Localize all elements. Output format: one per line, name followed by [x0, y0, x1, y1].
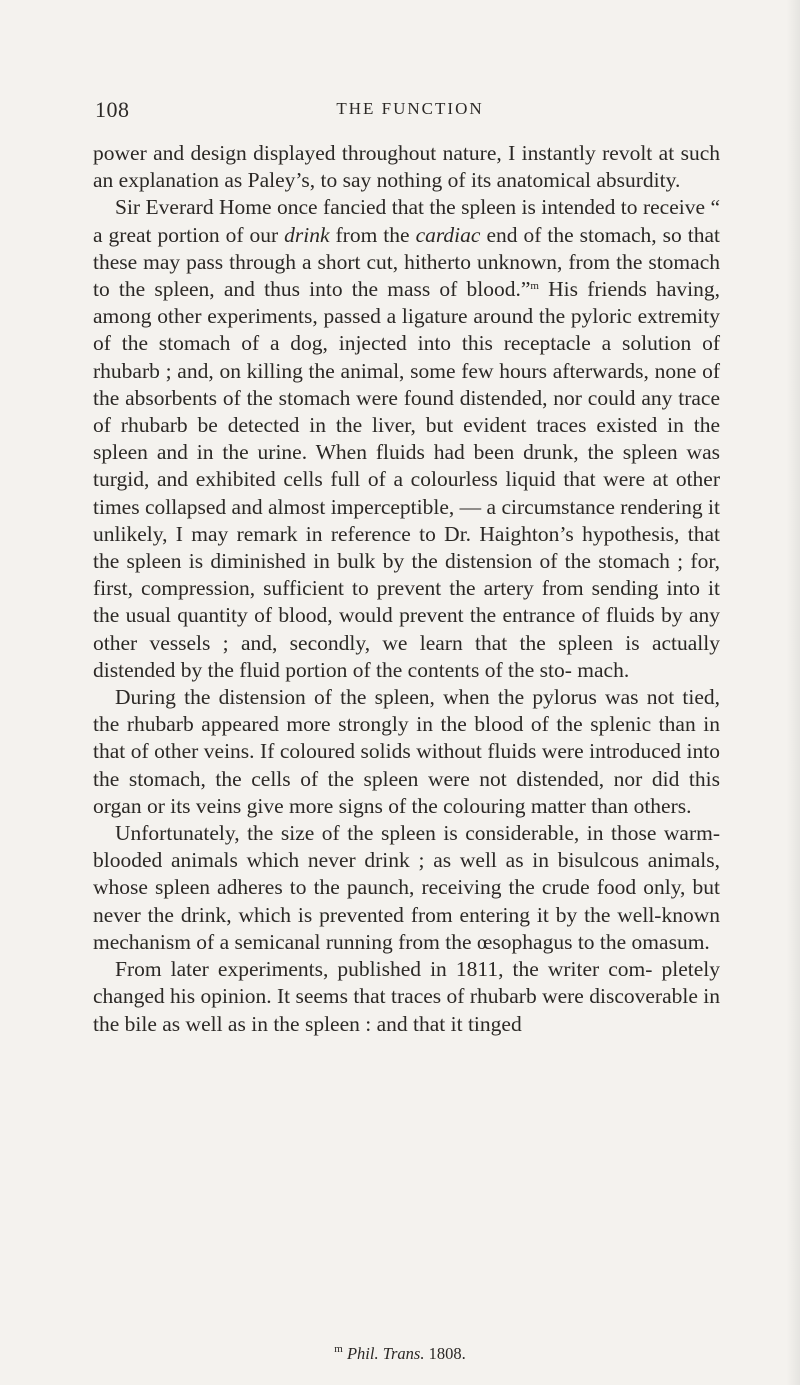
text-run: During the distension of the spleen, when the pylorus was not tied, the rhubarb appeared more strongly in the blood of the splenic than in that of other veins. If coloured solids without fluids were introduced into the stomach, the cells of the spleen were not distended, nor did this organ or its veins give more signs of the colouring matter than others.: [93, 685, 720, 818]
paragraph: [93, 820, 720, 956]
paragraph: [93, 684, 720, 820]
footnote-year: 1808.: [428, 1344, 466, 1363]
italic-text: drink: [284, 222, 330, 247]
paragraph: [93, 140, 720, 194]
text-run: end of the stomach, so that these may pass through a short cut, hitherto unknown, from the stomach to the spleen, and thus into the mass of blood.”: [93, 222, 720, 302]
text-run: from the: [329, 222, 416, 247]
text-run: power and design displayed throughout nature, I instantly revolt at such an explanation as Paley’s, to say nothing of its anatomical absurdity.: [93, 141, 720, 193]
italic-text: cardiac: [415, 222, 481, 247]
footnote-reference: m: [530, 280, 539, 293]
text-run: From later experiments, published in 1811, the writer com- pletely changed his opinion. It seems that traces of rhubarb were discoverable in the bile as well as in the spleen : and that it tinged: [93, 957, 720, 1036]
paragraph: [93, 956, 720, 1038]
footnote-marker: m: [334, 1343, 343, 1355]
paragraph: [93, 194, 720, 684]
body-text: [93, 140, 720, 1038]
page-number: 108: [95, 97, 130, 122]
page-header: [95, 97, 725, 127]
page-edge-shadow: [786, 0, 800, 1385]
text-run: Sir Everard Home once fancied that the spleen is intended to receive “ a great portion of our: [93, 195, 720, 247]
running-title: THE FUNCTION: [336, 99, 484, 118]
text-run: Unfortunately, the size of the spleen is considerable, in those warm-blooded animals which never drink ; as well as in bisulcous animals, whose spleen adheres to the paunch, receiving the crude food only, but never the drink, which is prevented from entering it by the well-known mechanism of a semicanal running from the œsophagus to the omasum.: [93, 821, 720, 954]
footnote: [0, 1344, 800, 1364]
text-run: His friends having, among other experiments, passed a ligature around the pyloric extremity of the stomach of a dog, injected into this receptacle a solution of rhubarb ; and, on killing the animal, some few hours afterwards, none of the absorbents of the stomach were found distended, nor could any trace of rhubarb be detected in the liver, but evident traces existed in the spleen and in the urine. When fluids had been drunk, the spleen was turgid, and exhibited cells full of a colourless liquid that were at other times collapsed and almost imperceptible, — a circumstance rendering it unlikely, I may remark in reference to Dr. Haighton’s hypothesis, that the spleen is diminished in bulk by the distension of the stomach ; for, first, compression, sufficient to prevent the artery from sending into it the usual quantity of blood, would prevent the entrance of fluids by any other vessels ; and, secondly, we learn that the spleen is actually distended by the fluid portion of the contents of the sto- mach.: [93, 277, 720, 682]
footnote-source: Phil. Trans.: [346, 1344, 425, 1363]
